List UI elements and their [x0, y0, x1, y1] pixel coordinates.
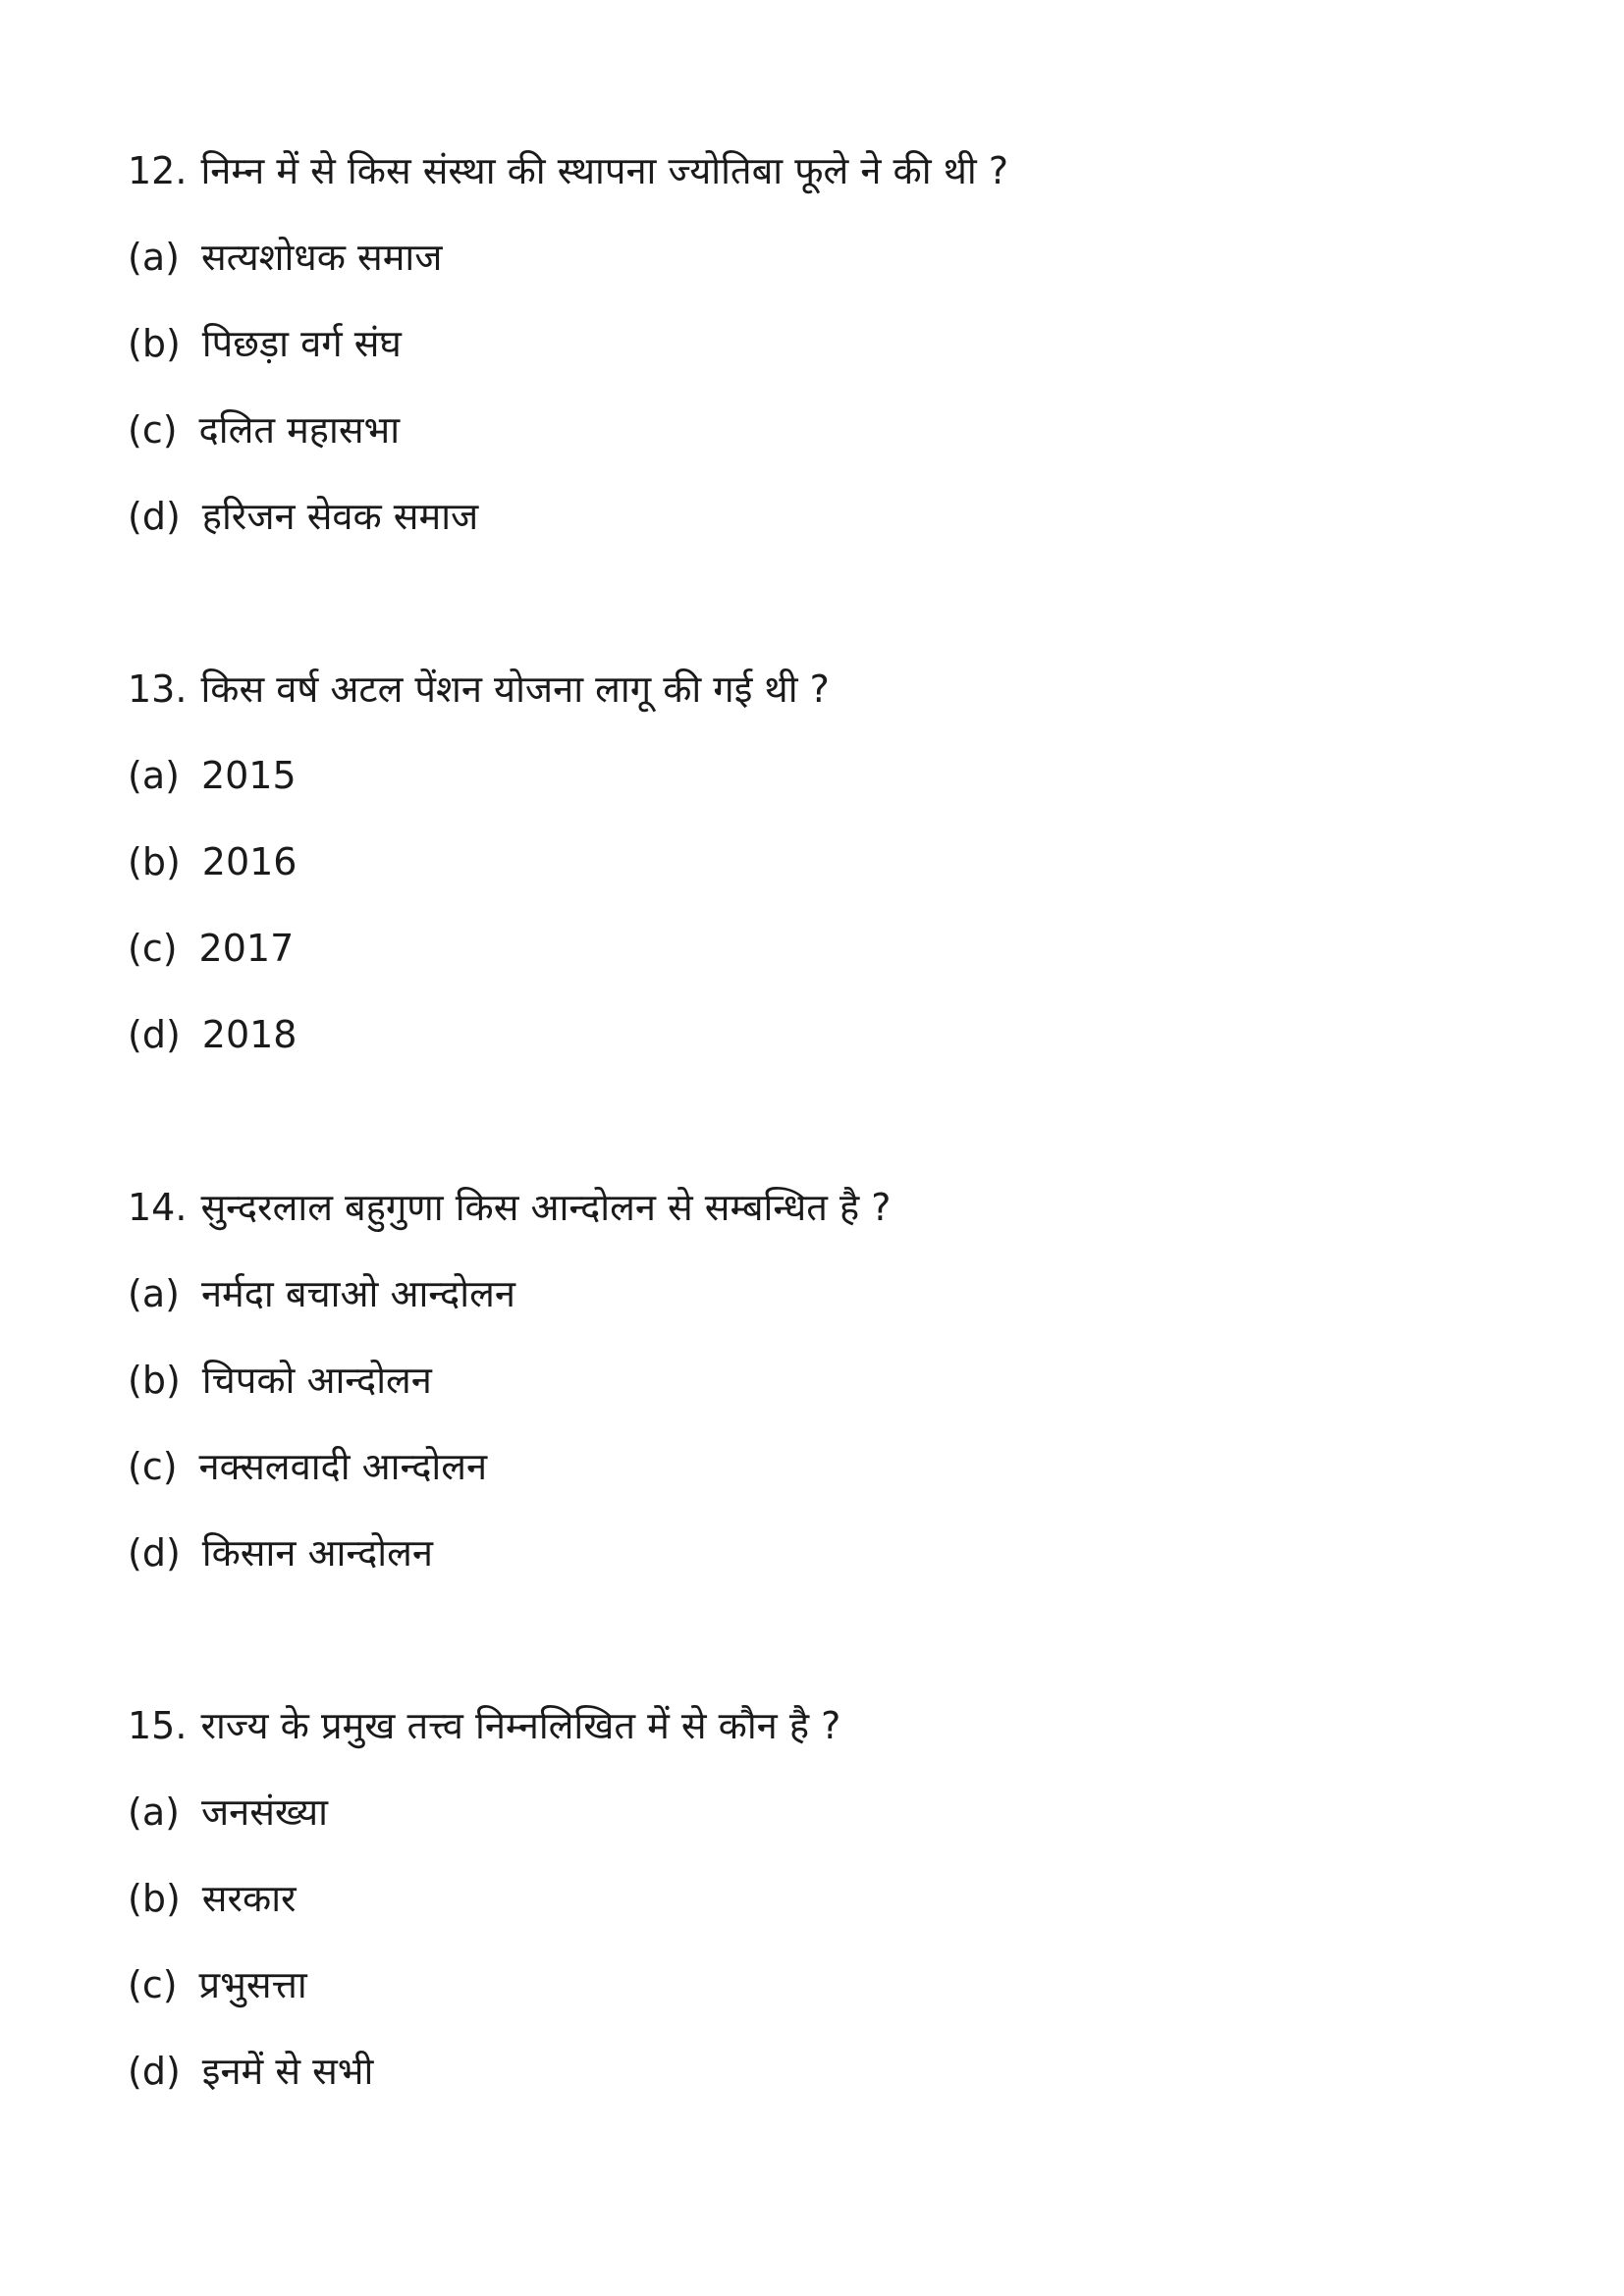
question-text — [128, 1174, 1502, 1260]
option-letter: (d) — [128, 2050, 181, 2093]
option-d — [128, 1001, 1502, 1088]
option-text: इनमें से सभी — [201, 2050, 374, 2093]
question-stem: राज्य के प्रमुख तत्त्व निम्नलिखित में से कौन है ? — [200, 1704, 841, 1747]
option-letter: (a) — [128, 754, 180, 797]
question-text — [128, 1692, 1502, 1779]
option-letter: (d) — [128, 495, 181, 538]
option-letter: (a) — [128, 1790, 180, 1834]
option-text: हरिजन सेवक समाज — [201, 495, 479, 538]
question-number: 14. — [128, 1186, 188, 1229]
option-text: चिपको आन्दोलन — [201, 1359, 432, 1402]
question-stem: किस वर्ष अटल पेंशन योजना लागू की गई थी ? — [200, 667, 830, 711]
option-a — [128, 742, 1502, 828]
option-text: सरकार — [201, 1877, 297, 1920]
question-text — [128, 137, 1502, 224]
option-text: सत्यशोधक समाज — [200, 236, 443, 279]
option-letter: (c) — [128, 408, 178, 452]
option-text: पिछड़ा वर्ग संघ — [201, 322, 402, 365]
question-stem: निम्न में से किस संस्था की स्थापना ज्योतिबा फूले ने की थी ? — [200, 149, 1008, 192]
option-letter: (b) — [128, 322, 181, 365]
option-letter: (d) — [128, 1013, 181, 1056]
option-text: 2015 — [200, 754, 297, 797]
question-stem: सुन्दरलाल बहुगुणा किस आन्दोलन से सम्बन्धित है ? — [200, 1186, 892, 1229]
option-letter: (c) — [128, 1963, 178, 2006]
option-letter: (c) — [128, 927, 178, 970]
question-block-15 — [128, 1692, 1502, 2124]
option-text: 2018 — [201, 1013, 298, 1056]
option-letter: (b) — [128, 1877, 181, 1920]
option-b — [128, 828, 1502, 915]
option-letter: (b) — [128, 1359, 181, 1402]
option-text: प्रभुसत्ता — [198, 1963, 307, 2006]
option-a — [128, 1779, 1502, 1865]
option-b — [128, 310, 1502, 397]
option-letter: (a) — [128, 1272, 180, 1315]
option-letter: (a) — [128, 236, 180, 279]
option-d — [128, 483, 1502, 569]
option-b — [128, 1865, 1502, 1951]
option-text: 2017 — [198, 927, 295, 970]
option-text: नक्सलवादी आन्दोलन — [198, 1445, 488, 1488]
option-c — [128, 1433, 1502, 1520]
option-a — [128, 224, 1502, 310]
question-text — [128, 656, 1502, 742]
question-block-14 — [128, 1174, 1502, 1606]
option-letter: (d) — [128, 1531, 181, 1575]
option-b — [128, 1347, 1502, 1433]
option-d — [128, 1520, 1502, 1606]
option-text: किसान आन्दोलन — [201, 1531, 433, 1575]
option-letter: (b) — [128, 840, 181, 883]
question-block-13 — [128, 656, 1502, 1088]
option-c — [128, 915, 1502, 1001]
question-number: 13. — [128, 667, 188, 711]
question-number: 12. — [128, 149, 188, 192]
option-d — [128, 2038, 1502, 2124]
option-a — [128, 1260, 1502, 1347]
question-block-12 — [128, 137, 1502, 569]
option-text: 2016 — [201, 840, 298, 883]
question-number: 15. — [128, 1704, 188, 1747]
option-letter: (c) — [128, 1445, 178, 1488]
option-text: जनसंख्या — [200, 1790, 329, 1834]
option-c — [128, 1951, 1502, 2038]
option-c — [128, 397, 1502, 483]
option-text: दलित महासभा — [198, 408, 401, 452]
option-text: नर्मदा बचाओ आन्दोलन — [200, 1272, 515, 1315]
